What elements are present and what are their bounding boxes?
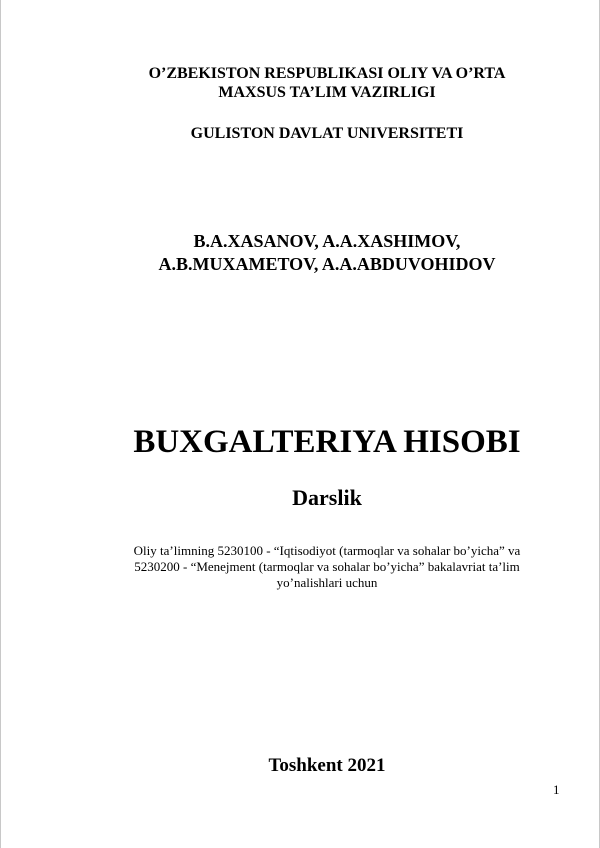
authors [27, 230, 600, 276]
authors-line-2: A.B.MUXAMETOV, A.A.ABDUVOHIDOV [158, 254, 496, 274]
ministry-name [27, 64, 600, 102]
university-name: GULISTON DAVLAT UNIVERSITETI [190, 125, 464, 142]
ministry-line-1: O’ZBEKISTON RESPUBLIKASI OLIY VA O’RTA [148, 65, 506, 82]
city-year: Toshkent 2021 [268, 755, 386, 776]
book-purpose [27, 543, 600, 591]
book-title: BUXGALTERIYA HISOBI [133, 424, 521, 460]
book-subtitle: Darslik [292, 485, 362, 510]
page-number: 1 [553, 782, 560, 797]
purpose-line-3: yo’nalishlari uchun [276, 575, 378, 590]
authors-line-1: B.A.XASANOV, A.A.XASHIMOV, [193, 231, 461, 251]
purpose-line-2: 5230200 - “Menejment (tarmoqlar va sohalar bo’yicha” bakalavriat ta’lim [134, 559, 520, 574]
ministry-line-2: MAXSUS TA’LIM VAZIRLIGI [218, 84, 436, 101]
purpose-line-1: Oliy ta’limning 5230100 - “Iqtisodiyot (tarmoqlar va sohalar bo’yicha” va [133, 543, 521, 558]
